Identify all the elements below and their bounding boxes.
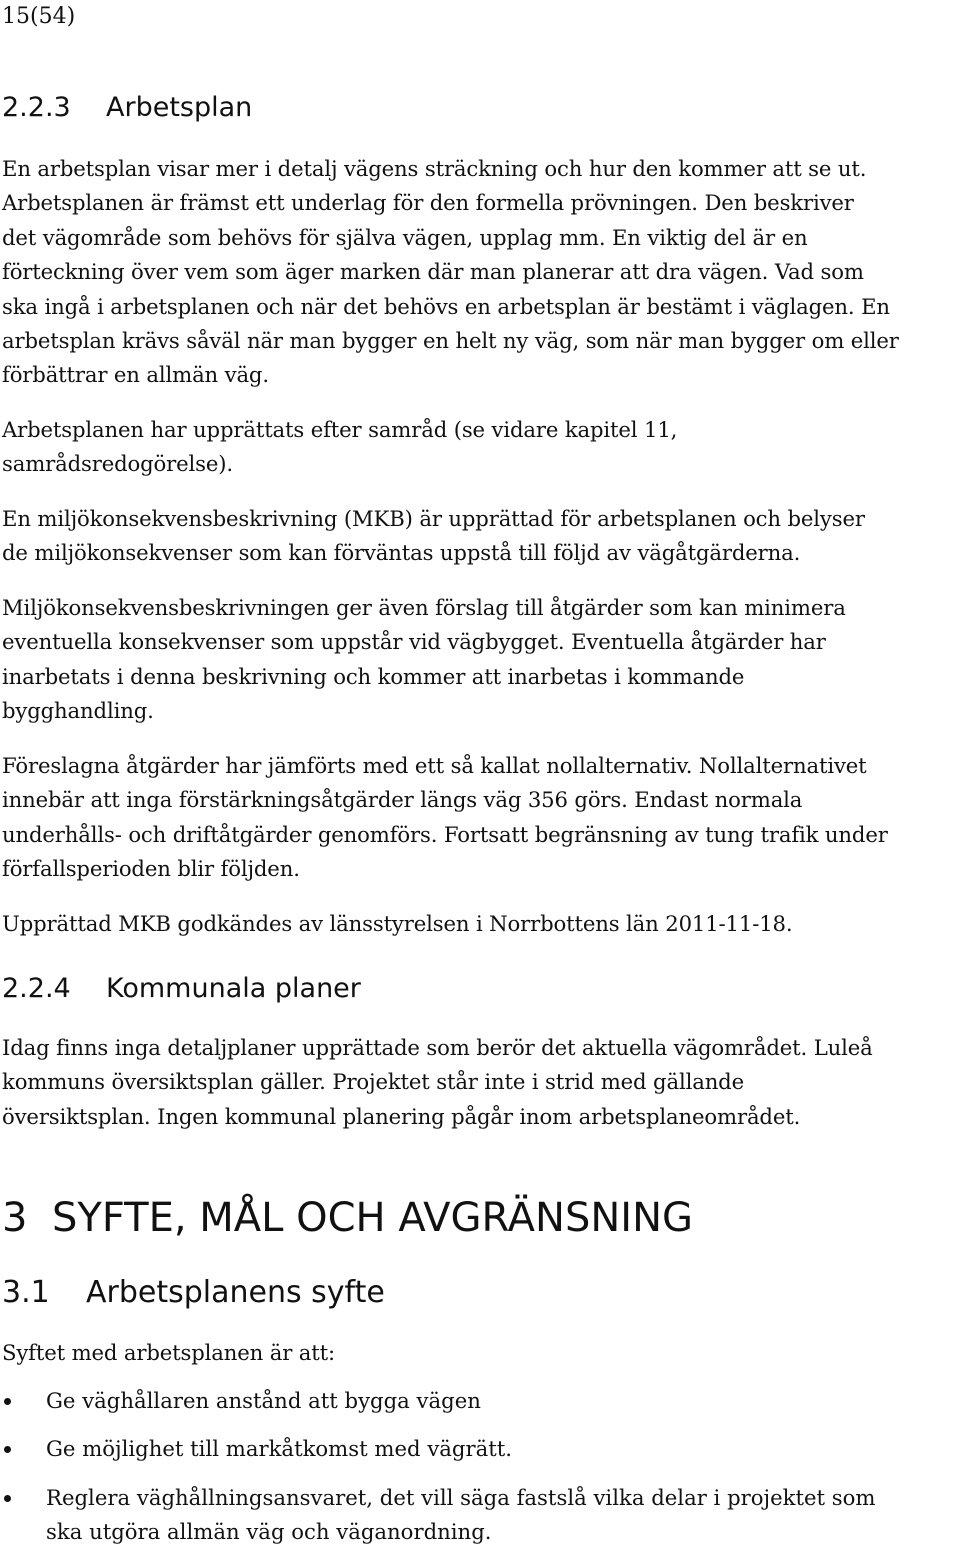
section-number: 2.2.4 [2, 973, 71, 1004]
text-line: Reglera väghållningsansvaret, det vill säga fastslå vilka delar i projektet som [46, 1484, 876, 1510]
text-line: Föreslagna åtgärder har jämförts med ett så kallat nollalternativ. Nollalternativet [2, 753, 867, 778]
text-line: innebär att inga förstärkningsåtgärder längs väg 356 görs. Endast normala [2, 787, 803, 813]
text-line: förbättrar en allmän väg. [2, 362, 269, 388]
text-line: En arbetsplan visar mer i detalj vägens sträckning och hur den kommer att se ut. [2, 156, 867, 181]
section-title: Arbetsplan [106, 92, 253, 123]
text-line: Upprättad MKB godkändes av länsstyrelsen i Norrbottens län 2011-11-18. [2, 911, 793, 936]
paragraph-nollalternativ [2, 749, 956, 887]
paragraph-arbetsplan-intro [2, 152, 956, 393]
paragraph-kommunala-planer [2, 1031, 956, 1134]
text-line: ska utgöra allmän väg och väganordning. [46, 1519, 492, 1545]
bullet-icon [4, 1398, 11, 1405]
chapter-number: 3 [2, 1195, 28, 1241]
text-line: de miljökonsekvenser som kan förväntas uppstå till följd av vägåtgärderna. [2, 540, 801, 566]
text-line: Miljökonsekvensbeskrivningen ger även förslag till åtgärder som kan minimera [2, 595, 846, 620]
text-line: En miljökonsekvensbeskrivning (MKB) är upprättad för arbetsplanen och belyser [2, 506, 865, 531]
text-line: översiktsplan. Ingen kommunal planering pågår inom arbetsplaneområdet. [2, 1103, 801, 1129]
list-item [2, 1384, 956, 1418]
text-line: Arbetsplanen är främst ett underlag för den formella prövningen. Den beskriver [2, 190, 854, 216]
page-number: 15(54) [2, 4, 76, 29]
text-line: det vägområde som behövs för själva vägen, upplag mm. En viktig del är en [2, 224, 808, 250]
paragraph-syfte [2, 1336, 956, 1370]
text-line: kommuns översiktsplan gäller. Projektet står inte i strid med gällande [2, 1069, 744, 1095]
section-title: Kommunala planer [106, 973, 361, 1004]
section-title: Arbetsplanens syfte [86, 1275, 385, 1310]
paragraph-samrad [2, 413, 956, 482]
paragraph-mkb [2, 502, 956, 571]
bullet-icon [4, 1495, 11, 1502]
list-item [2, 1432, 956, 1466]
chapter-heading-3 [2, 1193, 956, 1243]
list-item [2, 1481, 956, 1550]
text-line: Ge väghållaren anstånd att bygga vägen [46, 1388, 481, 1413]
text-line: underhålls- och driftåtgärder genomförs. Fortsatt begränsning av tung trafik under [2, 821, 888, 847]
section-heading-3-1 [2, 1273, 956, 1313]
text-line: förfallsperioden blir följden. [2, 856, 300, 882]
section-number: 2.2.3 [2, 92, 71, 123]
text-line: Arbetsplanen har upprättats efter samråd (se vidare kapitel 11, [2, 417, 678, 442]
text-line: Idag finns inga detaljplaner upprättade som berör det aktuella vägområdet. Luleå [2, 1035, 873, 1060]
text-line: eventuella konsekvenser som uppstår vid vägbygget. Eventuella åtgärder har [2, 629, 826, 655]
section-number: 3.1 [2, 1275, 50, 1310]
bullet-list [2, 1384, 956, 1564]
section-heading-2-2-3 [2, 90, 956, 126]
paragraph-mkb-atgarder [2, 591, 956, 729]
text-line: förteckning över vem som äger marken där man planerar att dra vägen. Vad som [2, 259, 864, 285]
text-line: ska ingå i arbetsplanen och när det behövs en arbetsplan är bestämt i väglagen. En [2, 293, 890, 319]
text-line: bygghandling. [2, 698, 154, 724]
paragraph-mkb-godkand [2, 907, 956, 941]
bullet-icon [4, 1446, 11, 1453]
text-line: Syftet med arbetsplanen är att: [2, 1340, 335, 1365]
chapter-title: SYFTE, MÅL OCH AVGRÄNSNING [52, 1195, 693, 1241]
text-line: samrådsredogörelse). [2, 451, 233, 477]
text-line: inarbetats i denna beskrivning och kommer att inarbetas i kommande [2, 663, 745, 689]
text-line: Ge möjlighet till markåtkomst med vägrätt. [46, 1436, 513, 1462]
text-line: arbetsplan krävs såväl när man bygger en helt ny väg, som när man bygger om eller [2, 328, 899, 354]
section-heading-2-2-4 [2, 971, 956, 1007]
